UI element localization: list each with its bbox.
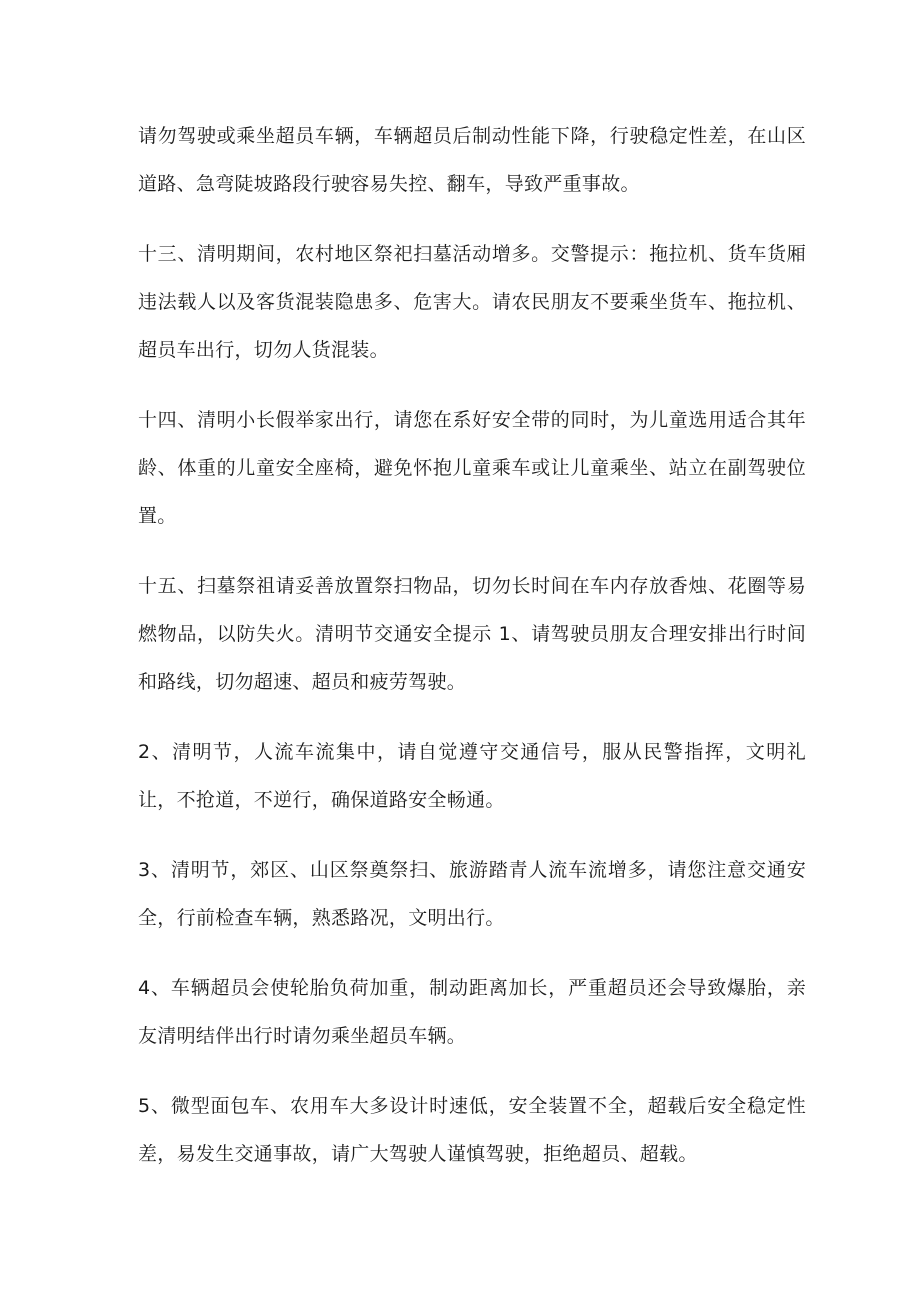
paragraph: 十三、清明期间，农村地区祭祀扫墓活动增多。交警提示：拖拉机、货车货厢违法载人以及客货混装隐患多、危害大。请农民朋友不要乘坐货车、拖拉机、超员车出行，切勿人货混装。: [138, 243, 806, 361]
paragraph: 十四、清明小长假举家出行，请您在系好安全带的同时，为儿童选用适合其年龄、体重的儿童安全座椅，避免怀抱儿童乘车或让儿童乘坐、站立在副驾驶位置。: [138, 409, 806, 527]
paragraph: 2、清明节，人流车流集中，请自觉遵守交通信号，服从民警指挥，文明礼让，不抢道，不逆行，确保道路安全畅通。: [138, 741, 806, 811]
paragraph: 十五、扫墓祭祖请妥善放置祭扫物品，切勿长时间在车内存放香烛、花圈等易燃物品，以防失火。清明节交通安全提示 1、请驾驶员朋友合理安排出行时间和路线，切勿超速、超员和疲劳驾驶。: [138, 575, 806, 693]
paragraph: 3、清明节，郊区、山区祭奠祭扫、旅游踏青人流车流增多，请您注意交通安全，行前检查车辆，熟悉路况，文明出行。: [138, 859, 806, 929]
document-body: [138, 112, 806, 1200]
paragraph: 请勿驾驶或乘坐超员车辆，车辆超员后制动性能下降，行驶稳定性差，在山区道路、急弯陡坡路段行驶容易失控、翻车，导致严重事故。: [138, 125, 806, 195]
paragraph: 5、微型面包车、农用车大多设计时速低，安全装置不全，超载后安全稳定性差，易发生交通事故，请广大驾驶人谨慎驾驶，拒绝超员、超载。: [138, 1095, 806, 1165]
paragraph: 4、车辆超员会使轮胎负荷加重，制动距离加长，严重超员还会导致爆胎，亲友清明结伴出行时请勿乘坐超员车辆。: [138, 977, 806, 1047]
